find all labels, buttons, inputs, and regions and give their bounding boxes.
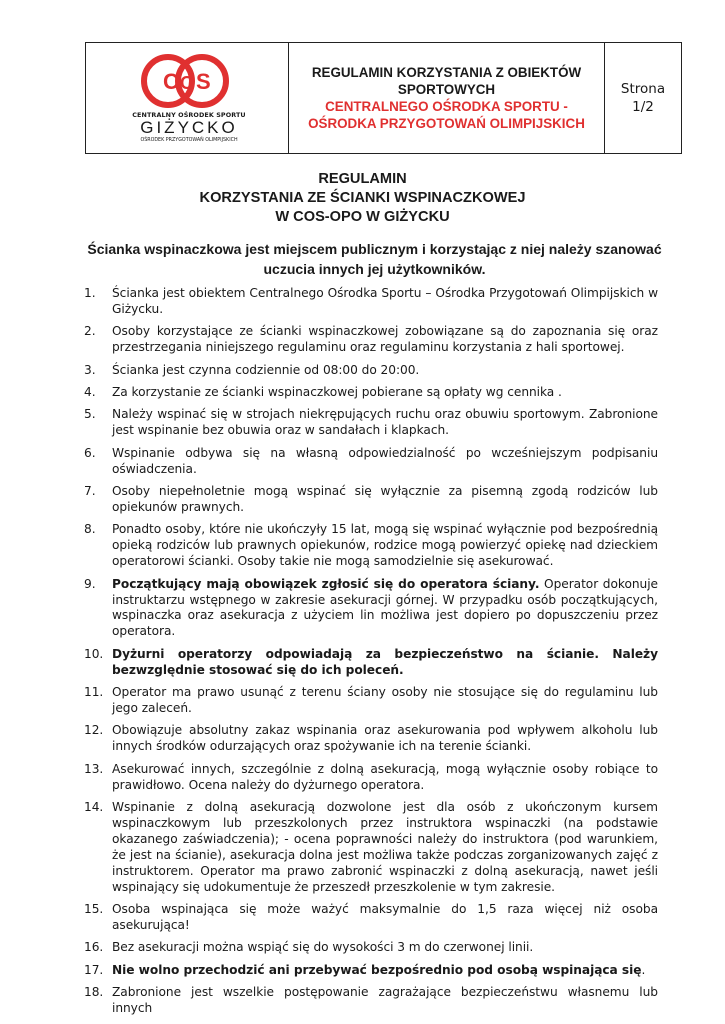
rule-text: Bez asekuracji można wspiąć się do wysokości 3 m do czerwonej linii. <box>112 940 534 955</box>
rule-bold-text: Dyżurni operatorzy odpowiadają za bezpieczeństwo na ścianie. Należy bezwzględnie stosować się do ich poleceń. <box>112 646 658 677</box>
header-title-line1: REGULAMIN KORZYSTANIA Z OBIEKTÓW <box>311 65 582 80</box>
svg-text:S: S <box>196 69 211 94</box>
rule-number: 9. <box>84 576 96 591</box>
svg-text:C: C <box>163 69 179 94</box>
rule-number: 18. <box>84 985 104 1000</box>
rule-item <box>84 902 658 934</box>
rule-number: 2. <box>84 324 96 339</box>
rule-number: 11. <box>84 685 104 700</box>
rule-number: 17. <box>84 962 104 977</box>
rule-number: 15. <box>84 901 104 916</box>
rule-item <box>84 985 658 1017</box>
logo-line1: CENTRALNY OŚRODEK SPORTU <box>132 111 246 119</box>
page-number-cell <box>605 43 681 153</box>
rule-number: 6. <box>84 445 96 460</box>
rule-item <box>84 286 658 318</box>
header-title-line2: SPORTOWYCH <box>397 82 496 97</box>
page-label: Strona <box>620 81 666 97</box>
rule-item <box>84 407 658 439</box>
rule-item <box>84 723 658 755</box>
rule-item <box>84 762 658 794</box>
rule-item <box>84 324 658 356</box>
rule-number: 16. <box>84 940 104 955</box>
rule-text: Za korzystanie ze ścianki wspinaczkowej pobierane są opłaty wg cennika . <box>112 385 562 400</box>
rule-item <box>84 940 658 956</box>
rule-item <box>84 385 658 401</box>
rule-item <box>84 363 658 379</box>
rule-text: Należy wspinać się w strojach niekrępujących ruchu oraz obuwiu sportowym. Zabronione jest wspinanie bez obuwia oraz w sandałach i klapkach. <box>112 407 658 438</box>
rule-number: 7. <box>84 484 96 499</box>
intro-paragraph: Ścianka wspinaczkowa jest miejscem publicznym i korzystając z niej należy szanować uczucia innych jej użytkowników. <box>87 241 662 277</box>
rule-number: 1. <box>84 286 96 300</box>
rule-item <box>84 522 658 570</box>
header-title <box>289 43 605 153</box>
header-table <box>85 42 682 154</box>
logo-line2: GIŻYCKO <box>140 118 238 137</box>
rule-text: Operator ma prawo usunąć z terenu ściany osoby nie stosujące się do regulaminu lub jego zaleceń. <box>112 685 658 715</box>
rule-text: Wspinanie z dolną asekuracją dozwolone jest dla osób z ukończonym kursem wspinaczkowym lub przeszkolonych przez instruktora wspinaczki (na podstawie okazanego zaświadczenia); - ocena poprawności należy do instruktora (pod warunkiem, że jest na ścianie), asekuracja dolna jest możliwa także podczas zorganizowanych zajęć z instruktorem. Operator ma prawo zabronić wspinaczki z dolną asekuracją, nawet jeśli wspinający się udokumentuje że przeszedł przeszkolenie w tym zakresie. <box>112 799 658 894</box>
rule-text: Operator dokonuje instruktarzu wstępnego w zakresie asekuracji górnej. W przypadku osób początkujących, wspinaczka oraz asekuracja z użyciem lin możliwa jest dopiero po dopuszczeniu przez operatora. <box>112 576 658 639</box>
cos-logo-icon <box>136 51 236 111</box>
rule-number: 4. <box>84 385 96 400</box>
rule-number: 5. <box>84 407 96 422</box>
rule-text: Osoby niepełnoletnie mogą wspinać się wyłącznie za pisemną zgodą rodziców lub opiekunów prawnych. <box>112 484 658 514</box>
rules-list <box>84 286 658 1023</box>
rule-item <box>84 685 658 717</box>
svg-text:O: O <box>180 73 195 93</box>
rule-text: Asekurować innych, szczególnie z dolną asekuracją, mogą wyłącznie osoby robiące to prawidłowo. Ocena należy do dyżurnego operatora. <box>112 761 658 792</box>
rule-bold-text: Początkujący mają obowiązek zgłosić się do operatora ściany. <box>112 576 540 591</box>
rule-text: Ponadto osoby, które nie ukończyły 15 lat, mogą się wspinać wyłącznie pod bezpośrednią opieką rodziców lub prawnych opiekunów, rodzice mogą powierzyć opiekę nad dzieckiem operatorowi ścianki. Osoby takie nie mogą samodzielnie się asekurować. <box>112 522 658 569</box>
header-title-line3: CENTRALNEGO OŚRODKA SPORTU - <box>325 99 568 114</box>
rule-item <box>84 963 658 979</box>
rule-text: Osoba wspinająca się może ważyć maksymalnie do 1,5 raza więcej niż osoba asekurująca! <box>112 901 658 932</box>
page-number: 1/2 <box>632 99 654 115</box>
rule-number: 14. <box>84 799 104 814</box>
rule-number: 12. <box>84 723 104 738</box>
rule-bold-text: Nie wolno przechodzić ani przebywać bezpośrednio pod osobą wspinająca się <box>112 962 642 977</box>
rule-number: 3. <box>84 362 96 377</box>
rule-number: 10. <box>84 646 104 661</box>
rule-text: Zabronione jest wszelkie postępowanie zagrażające bezpieczeństwu własnemu lub innych <box>112 985 658 1015</box>
rule-text: Ścianka jest czynna codziennie od 08:00 do 20:00. <box>112 362 420 377</box>
rule-item <box>84 577 658 641</box>
rule-item <box>84 484 658 516</box>
rule-text: Obowiązuje absolutny zakaz wspinania oraz asekurowania pod wpływem alkoholu lub innych środków odurzających oraz spożywanie ich na terenie ścianki. <box>112 723 658 754</box>
rule-text: Osoby korzystające ze ścianki wspinaczkowej zobowiązane są do zapoznania się oraz przestrzegania niniejszego regulaminu oraz regulaminu korzystania z hali sportowej. <box>112 324 658 355</box>
rule-text: . <box>641 962 646 977</box>
rule-item <box>84 446 658 478</box>
title-line2: KORZYSTANIA ZE ŚCIANKI WSPINACZKOWEJ <box>199 190 526 206</box>
title-line3: W COS-OPO W GIŻYCKU <box>275 209 450 225</box>
rule-text: Ścianka jest obiektem Centralnego Ośrodka Sportu – Ośrodka Przygotowań Olimpijskich w Giżycku. <box>112 286 658 316</box>
logo-cell <box>86 43 289 153</box>
logo-line3: OŚRODEK PRZYGOTOWAŃ OLIMPIJSKICH <box>140 138 238 143</box>
rule-item <box>84 647 658 679</box>
rule-item <box>84 800 658 895</box>
rule-text: Wspinanie odbywa się na własną odpowiedzialność po wcześniejszym podpisaniu oświadczenia. <box>112 445 658 476</box>
title-line1: REGULAMIN <box>318 171 407 187</box>
rule-number: 13. <box>84 761 104 776</box>
document-title <box>0 170 725 227</box>
rule-number: 8. <box>84 522 96 537</box>
header-title-line4: OŚRODKA PRZYGOTOWAŃ OLIMPIJSKICH <box>308 116 585 131</box>
